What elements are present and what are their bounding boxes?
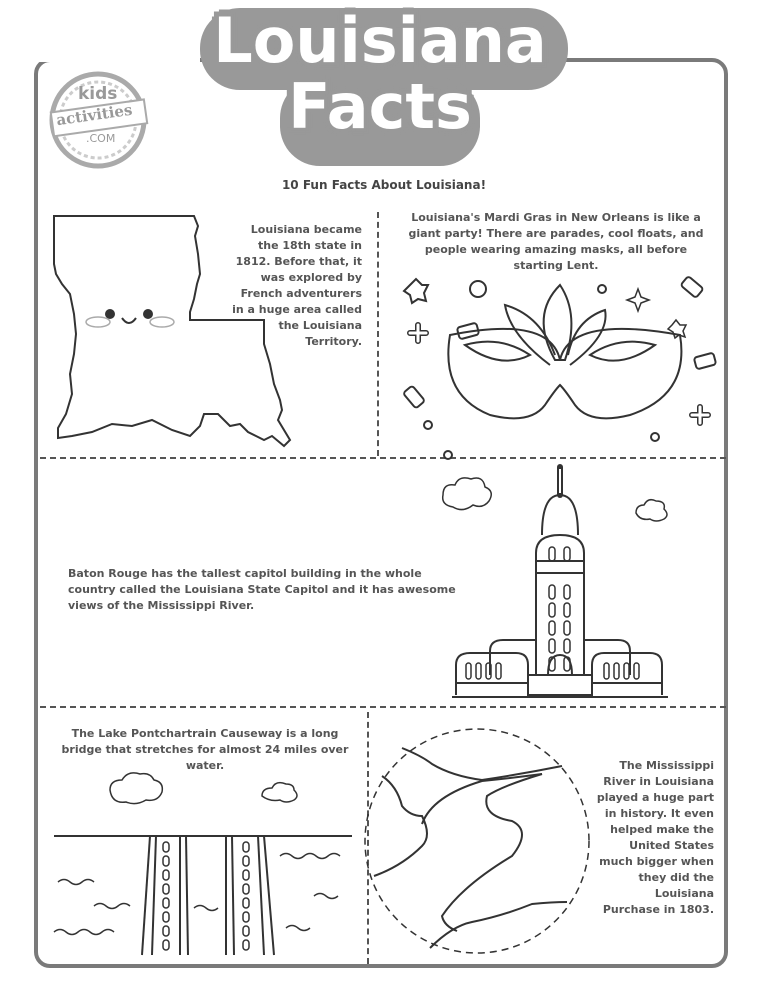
title-line-1: Louisiana [213,4,547,77]
mardi-gras-mask-icon [390,275,730,450]
logo-activities: activities [55,100,134,130]
kids-activities-logo [48,70,148,170]
logo-com: .COM [86,132,116,145]
state-capitol-icon [448,465,678,700]
fact-capitol-text: Baton Rouge has the tallest capitol building in the whole country called the Louisiana State Capitol and it has awesome views of the Mississippi River. [68,567,456,612]
causeway-bridge-icon [50,770,360,965]
divider-horizontal-2 [40,706,726,708]
fact-mississippi-text: The Mississippi River in Louisiana played a huge part in history. It even helped make the United States much bigger when they did the Louisiana Purchase in 1803. [596,759,714,916]
page-title [190,4,570,143]
fact-causeway-text: The Lake Pontchartrain Causeway is a long bridge that stretches for almost 24 miles over water. [61,727,349,772]
logo-kids: kids [78,84,118,104]
divider-vertical-1 [377,212,379,456]
divider-horizontal-1 [40,457,726,459]
title-line-2: Facts [288,70,472,143]
mississippi-river-icon [362,726,592,956]
subtitle: 10 Fun Facts About Louisiana! [281,178,487,192]
fact-statehood-text: Louisiana became the 18th state in 1812. Before that, it was explored by French adventurers in a huge area called the Louisiana Territory. [232,223,362,348]
fact-mardi-gras-text: Louisiana's Mardi Gras in New Orleans is like a giant party! There are parades, cool floats, and people wearing amazing masks, all before starting Lent. [408,211,704,272]
